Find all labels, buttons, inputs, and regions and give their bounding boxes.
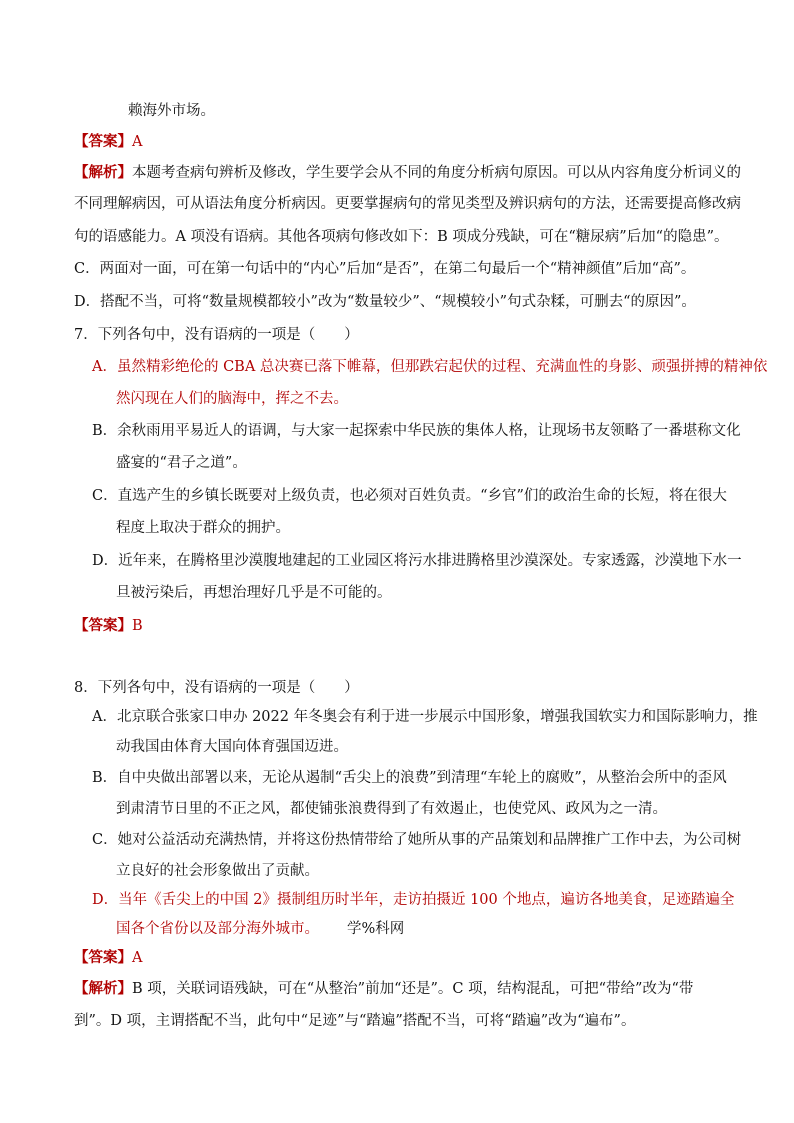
prev-analysis-text-1: 本题考查病句辨析及修改，学生要学会从不同的角度分析病句原因。可以从内容角度分析词义的 [132,165,741,181]
q7-option-c-line-2: 程度上取决于群众的拥护。 [116,520,290,536]
q8-option-c-line-1: C．她对公益活动充满热情，并将这份热情带给了她所从事的产品策划和品牌推广工作中去，为公司树 [92,832,742,848]
q8-option-d-text-2: 国各个省份以及部分海外城市。 [116,921,319,937]
q8-option-b-line-2: 到肃清节日里的不正之风，都使铺张浪费得到了有效遏止，也使党风、政风为之一清。 [116,801,667,817]
prev-analysis-line-4: C．两面对一面，可在第一句话中的“内心”后加“是否”，在第二句最后一个“精神颜值”后加“高”。 [74,261,696,277]
q7-stem: 7．下列各句中，没有语病的一项是（ ） [74,327,359,343]
q7-option-b-line-2: 盛宴的“君子之道”。 [116,455,247,471]
q7-option-d-line-2: 旦被污染后，再想治理好几乎是不可能的。 [116,585,392,601]
analysis-label: 【解析】 [74,164,132,181]
answer-label: 【答案】 [74,617,132,634]
q8-analysis-line-2: 到”。D 项，主谓搭配不当，此句中“足迹”与“踏遍”搭配不当，可将“踏遍”改为“遍布”。 [74,1013,636,1029]
prev-option-tail: 赖海外市场。 [128,103,215,119]
q8-option-d-line-1: D．当年《舌尖上的中国 2》摄制组历时半年，走访拍摄近 100 个地点，遍访各地美食，足迹踏遍全 [92,892,735,908]
q8-answer-line [74,948,142,968]
prev-analysis-line-1 [74,163,741,183]
q8-option-a-line-2: 动我国由体育大国向体育强国迈进。 [116,739,348,755]
prev-answer-value: A [132,134,143,150]
q7-option-d-line-1: D．近年来，在腾格里沙漠腹地建起的工业园区将污水排进腾格里沙漠深处。专家透露，沙漠地下水一 [92,553,742,569]
q8-option-a-line-1: A．北京联合张家口申办 2022 年冬奥会有利于进一步展示中国形象，增强我国软实力和国际影响力，推 [92,709,758,725]
q8-analysis-line-1 [74,979,693,999]
prev-analysis-line-5: D．搭配不当，可将“数量规模都较小”改为“数量较少”、“规模较小”句式杂糅，可删去“的原因”。 [74,294,696,310]
q7-option-b-line-1: B．余秋雨用平易近人的语调，与大家一起探索中华民族的集体人格，让现场书友领略了一番堪称文化 [92,423,741,439]
q8-option-b-line-1: B．自中央做出部署以来，无论从遏制“舌尖上的浪费”到清理“车轮上的腐败”，从整治会所中的歪风 [92,770,727,786]
prev-analysis-line-2: 不同理解病因，可从语法角度分析病因。更要掌握病句的常见类型及辨识病句的方法，还需要提高修改病 [74,196,741,212]
q7-option-c-line-1: C．直选产生的乡镇长既要对上级负责，也必须对百姓负责。“乡官”们的政治生命的长短，将在很大 [92,488,727,504]
answer-label: 【答案】 [74,133,132,150]
q7-answer-line [74,616,143,636]
answer-label: 【答案】 [74,949,132,966]
q8-stem: 8．下列各句中，没有语病的一项是（ ） [74,680,359,696]
q8-answer-value: A [132,950,143,966]
q8-option-d-line-2 [116,919,404,939]
q8-analysis-text-1: B 项，关联词语残缺，可在“从整治”前加“还是”。C 项，结构混乱，可把“带给”改为“带 [132,981,694,997]
q8-option-c-line-2: 立良好的社会形象做出了贡献。 [116,863,319,879]
analysis-label: 【解析】 [74,980,132,997]
q7-option-a-line-1: A．虽然精彩绝伦的 CBA 总决赛已落下帷幕，但那跌宕起伏的过程、充满血性的身影、顽强拼搏的精神依 [92,359,768,375]
prev-answer-line [74,132,142,152]
watermark-text: 学%科网 [347,921,405,937]
q7-answer-value: B [132,618,143,634]
q7-option-a-line-2: 然闪现在人们的脑海中，挥之不去。 [116,391,348,407]
prev-analysis-line-3: 句的语感能力。A 项没有语病。其他各项病句修改如下：B 项成分残缺，可在“糖尿病”后加“的隐患”。 [74,229,729,245]
